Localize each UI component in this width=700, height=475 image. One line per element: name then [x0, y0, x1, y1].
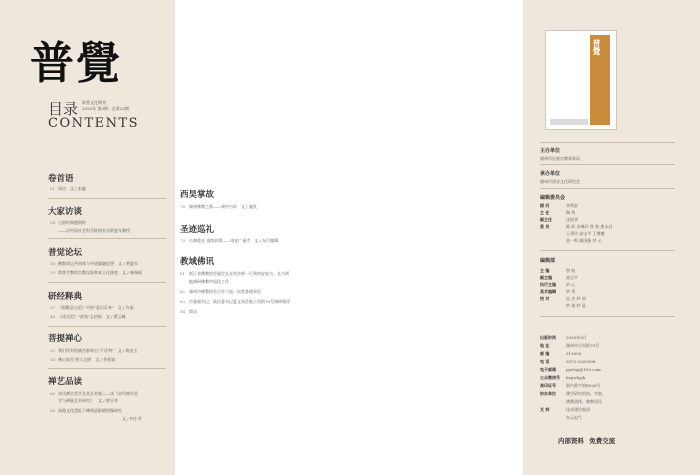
divider [540, 316, 675, 317]
toc-entry[interactable]: 学与禅画艺术研究》 文 / 贾应华 [58, 398, 118, 403]
publish-row: 准印证号 浙内准字第E026号 [540, 383, 601, 388]
committee-title: 编辑委员会 [540, 195, 566, 201]
section-title: 圣迹巡礼 [180, 225, 215, 235]
editorial-row: 执行主编 妙 心 [540, 282, 576, 287]
publish-row[interactable]: 电子邮箱 pjwhyj@163.com [540, 367, 601, 372]
committee-row: 金一鸣 顾国新 妙 心 [566, 238, 602, 243]
toc-entry[interactable]: 04 古韵经典德润时 [50, 220, 86, 225]
publish-row: 出版时间 2020年9月 [540, 335, 587, 340]
divider [48, 198, 166, 199]
toc-entry[interactable]: ——访中国社会科学院研究员黄夏年教授 [58, 228, 130, 233]
publish-row: 公众微信号 hzpwhyjh [540, 375, 586, 380]
toc-entry[interactable]: 60 宋代禅宗美学及其艺术观——读《宋代禅宗美 [50, 391, 138, 396]
toc-entry[interactable]: 83 市委副书记、政法委书记夏文英莅临小西街79号调研指导 [180, 299, 291, 304]
divider [540, 250, 675, 251]
committee-row: 委 员 陈 昕 宋琳玲 智 航 唐永昌 [540, 224, 613, 229]
committee-row: 副主任 沈振华 [540, 217, 578, 222]
editorial-row: 主 编 智 航 [540, 268, 576, 273]
host-title: 主办单位 [540, 148, 561, 154]
toc-entry[interactable]: 84 简讯 [180, 309, 197, 314]
toc-entry[interactable]: 76 湖州佛教之路——到中古时 文 / 施发 [180, 204, 257, 209]
editorial-row: 妙 果 妙 意 [566, 303, 586, 308]
toc-entry[interactable]: 37 《阿毗昙心论》中的"意识乐身" 文 / 许丽 [50, 305, 134, 310]
committee-row: 王勇玲 高宝平 王增德 [566, 231, 605, 236]
issue-line-2: 2020年 第3期 · 总第25期 [82, 106, 129, 111]
editorial-row: 美术编辑 妙 用 [540, 289, 576, 294]
section-title: 普觉论坛 [48, 248, 83, 258]
cover-band [590, 35, 610, 125]
toc-entry[interactable]: 文 / 何小芳 [122, 416, 142, 421]
committee-row: 顾 问 李利安 [540, 203, 578, 208]
organizer-title: 承办单位 [540, 171, 561, 177]
toc-entry[interactable]: 16 佛教命运共同体与中道圆融思想 文 / 黄夏年 [50, 261, 138, 266]
free-distribution-note: 内部资料 免费交流 [558, 437, 616, 445]
committee-row: 主 任 陶 鸣 [540, 210, 576, 215]
divider [540, 188, 675, 189]
editorial-title: 编辑部 [540, 258, 556, 264]
toc-entry[interactable]: 68 丝路文化遗址下佛塔造影随图像研究 [50, 408, 122, 413]
issue-line-1: 简普文化期刊 [82, 100, 106, 105]
section-title: 禅艺品读 [48, 377, 83, 387]
divider [48, 238, 166, 239]
section-title: 研经释典 [48, 292, 83, 302]
editorial-row: 校 对 忠 杰 妙 同 [540, 296, 586, 301]
issue-info [82, 100, 162, 112]
publish-row: 电 话 0572-2020098 [540, 359, 596, 364]
toc-entry[interactable]: 29 简普寺教的宗教仪轨和本土化演变 文 / 虞瑞福 [50, 270, 142, 275]
publish-row: 邮 编 313000 [540, 351, 582, 356]
section-title: 教域佛讯 [180, 257, 215, 267]
cover-footer-strip [550, 119, 588, 125]
editorial-row: 副主编 高宝平 [540, 275, 578, 280]
section-title: 大家访谈 [48, 207, 83, 217]
section-title: 卷首语 [48, 174, 74, 184]
host-text: 湖州市民族宗教事务局 [540, 156, 580, 161]
toc-entry[interactable]: 82 湖州市佛教协会召开六届一次常务理事会 [180, 289, 261, 294]
toc-entry[interactable]: 79 古刹重光 再续前缘——南安广福寺 文 / 东行编辑 [180, 238, 279, 243]
mulu-heading: 目录 [48, 100, 79, 118]
publish-row: 佛教团体、佛教居民 [566, 399, 602, 404]
toc-entry[interactable]: 81 浙江省佛教协会副会长光泉法师一行到南安安吉、长兴两 [180, 271, 289, 276]
cover-thumbnail[interactable] [545, 30, 617, 130]
publish-row: 地 址 湖州市小西街79号 [540, 343, 600, 348]
divider [540, 164, 675, 165]
toc-entry[interactable]: 01 周功 文 / 本编 [50, 186, 86, 191]
organizer-text: 湖州市清音文化研究会 [540, 179, 580, 184]
divider [48, 368, 166, 369]
divider [48, 282, 166, 283]
divider [540, 142, 675, 143]
publish-row: 东元电气 [566, 415, 582, 420]
toc-entry[interactable]: 44 《成实论》"真如"义初探 文 / 翟云峰 [50, 314, 126, 319]
toc-entry[interactable]: 52 我们所有的痛苦都来自"不评判" 文 / 陈金玉 [50, 348, 138, 353]
magazine-logo: 普覺 [30, 38, 122, 89]
toc-entry[interactable]: 地调研佛教中国化工作 [189, 279, 229, 284]
publish-row: 协办单位 佛学研究机构、寺院、 [540, 391, 606, 396]
section-title: 菩提禅心 [48, 334, 83, 344]
contents-heading: CONTENTS [48, 116, 140, 131]
divider [48, 326, 166, 327]
section-title: 西昊掌故 [180, 190, 215, 200]
cover-band-text: 普覺 [592, 39, 602, 55]
publish-row: 支 持 佳成建设集团 [540, 407, 590, 412]
toc-entry[interactable]: 54 佛心如月 照人且照 文 / 余景斌 [50, 357, 116, 362]
